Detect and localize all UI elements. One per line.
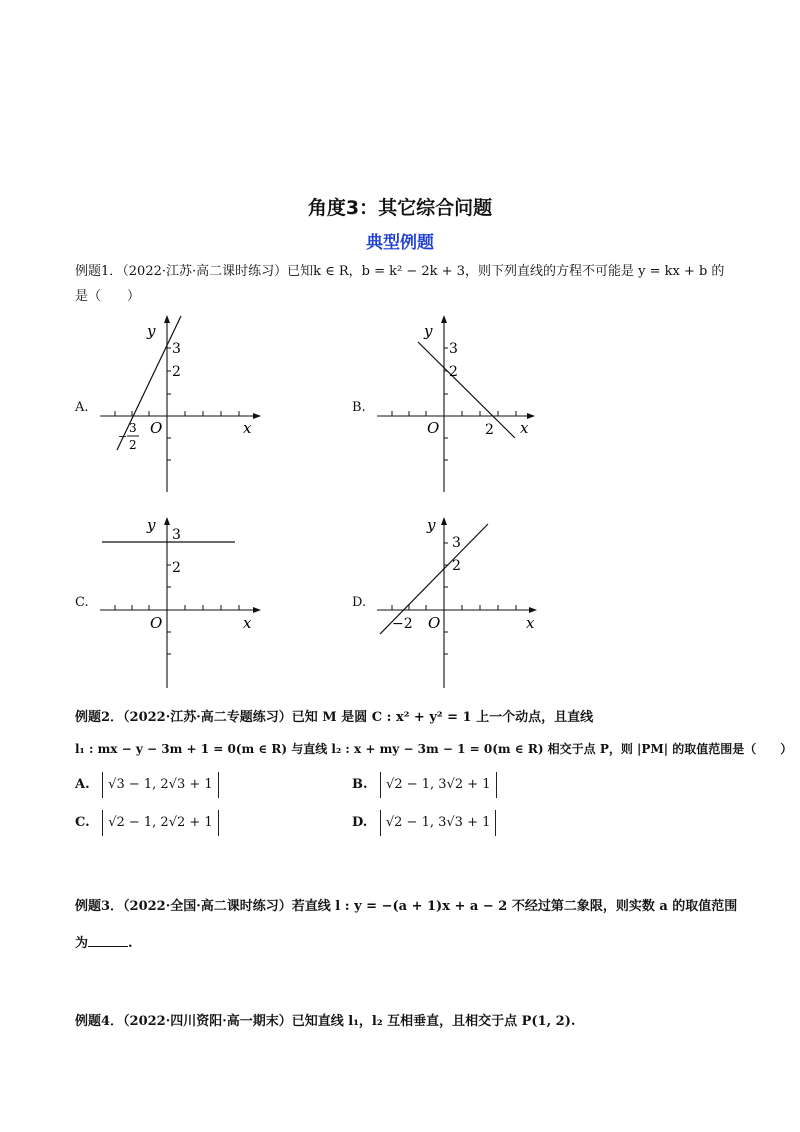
q2-option-b-label: B. <box>352 777 368 792</box>
q1-stem-line1: 例题1．（2022·江苏·高二课时练习）已知k ∈ R，b = k² − 2k + 3，则下列直线的方程不可能是 y = kx + b 的 <box>75 264 725 279</box>
q2-option-a-label: A. <box>75 777 90 792</box>
q1-graph-b-tick-2: 2 <box>449 364 458 380</box>
q3-line2-prefix: 为 <box>75 936 89 951</box>
section-subtitle: 典型例题 <box>366 233 434 253</box>
q1-graph-b-origin: O <box>427 419 440 437</box>
q1-graph-b[interactable] <box>372 310 542 495</box>
q4-stem-line1: 例题4．（2022·四川资阳·高一期末）已知直线 l₁，l₂ 互相垂直，且相交于点 P(1, 2). <box>75 1014 576 1029</box>
q1-graph-a-origin: O <box>150 419 163 437</box>
q1-graph-d-tick-2: 2 <box>452 558 461 574</box>
q2-option-c-value: √2 − 1, 2√2 + 1 <box>102 810 219 836</box>
q3-stem-line1: 例题3．（2022·全国·高二课时练习）若直线 l : y = −(a + 1)x + a − 2 不经过第二象限，则实数 a 的取值范围 <box>75 899 738 914</box>
q1-graph-c[interactable] <box>95 510 270 690</box>
q1-graph-c-tick-3: 3 <box>172 527 181 543</box>
section-title: 角度3：其它综合问题 <box>307 197 493 219</box>
q2-option-d-value: √2 − 1, 3√3 + 1 <box>380 810 497 836</box>
q1-graph-b-tick-3: 3 <box>449 341 458 357</box>
q1-graph-d-tick-x-neg2: −2 <box>392 616 413 632</box>
q1-graph-a-frac-num: 3 <box>129 421 137 435</box>
q2-option-a[interactable] <box>75 772 219 798</box>
q1-graph-d-tick-3: 3 <box>452 535 461 551</box>
q1-option-c-label: C. <box>75 595 89 610</box>
q1-graph-a-frac-sign: − <box>118 430 128 443</box>
q1-graph-c-origin: O <box>150 614 163 632</box>
q2-option-b[interactable] <box>352 772 497 798</box>
q1-graph-b-y-label: y <box>424 322 433 340</box>
q2-option-c-label: C. <box>75 815 90 830</box>
q1-graph-a-y-label: y <box>147 322 156 340</box>
q2-option-d-label: D. <box>352 815 368 830</box>
q1-graph-c-x-label: x <box>243 614 252 632</box>
q1-graph-c-y-label: y <box>147 516 156 534</box>
q2-option-d[interactable] <box>352 810 496 836</box>
q1-graph-a-x-label: x <box>243 419 252 437</box>
q1-option-a-label: A. <box>75 400 89 415</box>
q1-option-b-label: B. <box>352 400 366 415</box>
q1-graph-b-tick-x2: 2 <box>485 422 494 438</box>
q1-graph-a-tick-2: 2 <box>172 364 181 380</box>
q1-stem-line2: 是（ ） <box>75 289 141 304</box>
q1-graph-b-x-label: x <box>520 419 529 437</box>
q2-stem-line2: l₁ : mx − y − 3m + 1 = 0(m ∈ R) 与直线 l₂ : x + my − 3m − 1 = 0(m ∈ R) 相交于点 P，则 |PM| 的取值范围是（ ） <box>75 742 793 756</box>
q2-option-a-value: √3 − 1, 2√3 + 1 <box>102 772 219 798</box>
q1-graph-a-tick-3: 3 <box>172 341 181 357</box>
q3-answer-blank[interactable] <box>88 932 128 947</box>
q2-option-b-value: √2 − 1, 3√2 + 1 <box>380 772 497 798</box>
q1-graph-a-frac-den: 2 <box>129 438 137 452</box>
q1-option-d-label: D. <box>352 595 367 610</box>
q3-stem-line2 <box>75 932 133 954</box>
q1-graph-d[interactable] <box>372 510 544 690</box>
q2-stem-line1: 例题2．（2022·江苏·高二专题练习）已知 M 是圆 C : x² + y² = 1 上一个动点，且直线 <box>75 710 594 725</box>
q1-graph-c-tick-2: 2 <box>172 560 181 576</box>
q1-graph-d-origin: O <box>428 614 441 632</box>
q1-graph-a[interactable] <box>95 310 270 495</box>
q1-graph-d-y-label: y <box>427 516 436 534</box>
q3-line2-suffix: . <box>128 936 133 951</box>
q2-option-c[interactable] <box>75 810 219 836</box>
q1-graph-d-x-label: x <box>526 614 535 632</box>
